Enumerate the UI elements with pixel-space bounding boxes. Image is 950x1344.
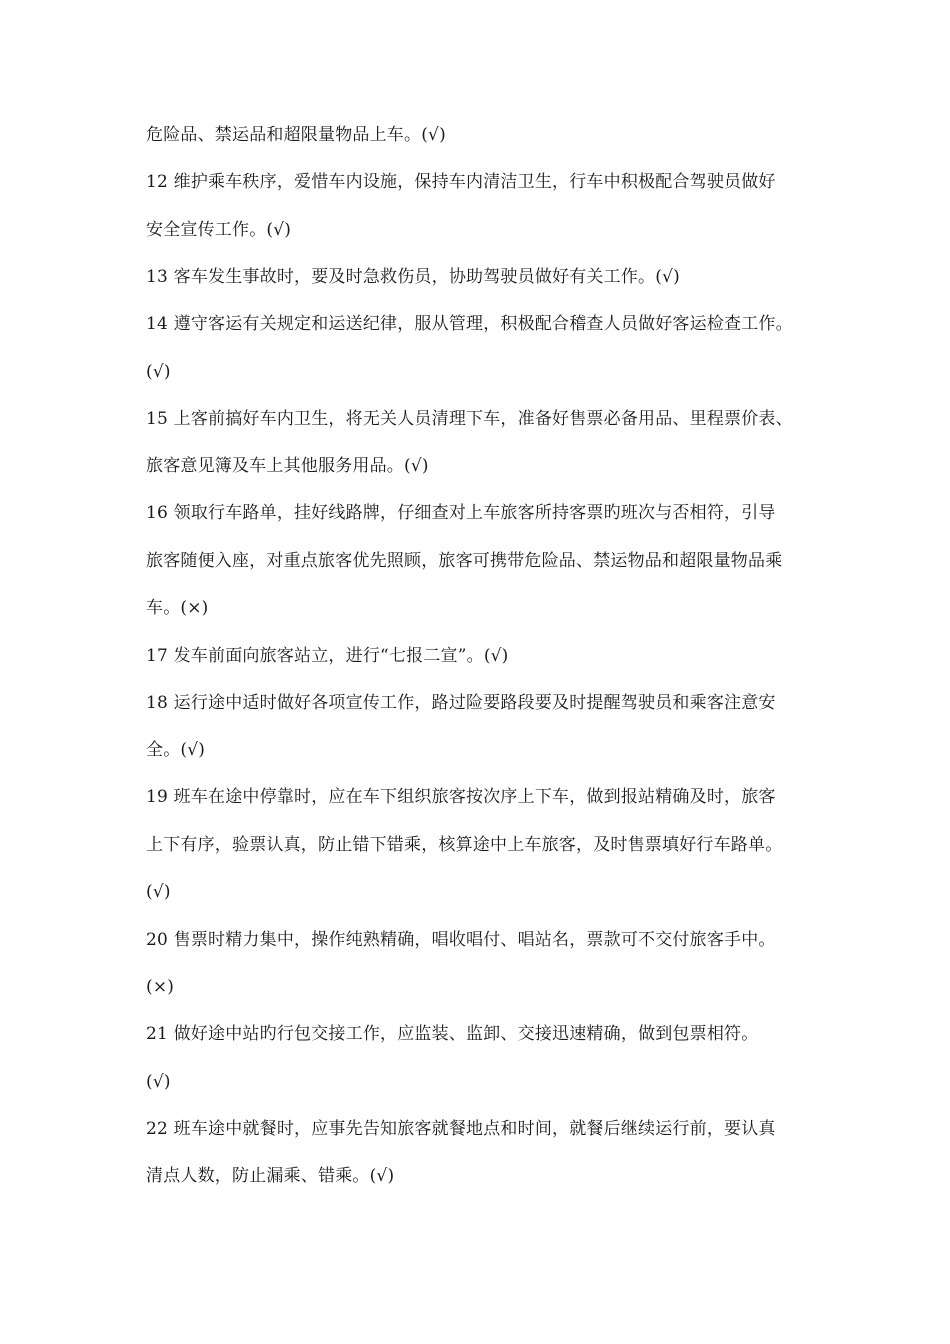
text-line: 20 售票时精力集中，操作纯熟精确，唱收唱付、唱站名，票款可不交付旅客手中。 (146, 930, 776, 950)
text-line: 14 遵守客运有关规定和运送纪律，服从管理，积极配合稽查人员做好客运检查工作。 (146, 314, 793, 334)
text-line: (√) (146, 1072, 171, 1092)
text-line: 车。(×) (146, 598, 209, 618)
text-line: 15 上客前搞好车内卫生，将无关人员清理下车，准备好售票必备用品、里程票价表、 (146, 409, 793, 429)
text-line: 旅客随便入座，对重点旅客优先照顾，旅客可携带危险品、禁运物品和超限量物品乘 (146, 551, 783, 571)
text-line: 18 运行途中适时做好各项宣传工作，路过险要路段要及时提醒驾驶员和乘客注意安 (146, 693, 776, 713)
text-line: 安全宣传工作。(√) (146, 220, 292, 240)
text-line: 全。(√) (146, 740, 206, 760)
text-line: 危险品、禁运品和超限量物品上车。(√) (146, 125, 446, 145)
text-line: 17 发车前面向旅客站立，进行“七报二宣”。(√) (146, 646, 509, 666)
text-line: 19 班车在途中停靠时，应在车下组织旅客按次序上下车，做到报站精确及时，旅客 (146, 787, 776, 807)
text-line: 22 班车途中就餐时，应事先告知旅客就餐地点和时间，就餐后继续运行前，要认真 (146, 1119, 776, 1139)
text-line: 12 维护乘车秩序，爱惜车内设施，保持车内清洁卫生，行车中积极配合驾驶员做好 (146, 172, 776, 192)
text-line: 13 客车发生事故时，要及时急救伤员，协助驾驶员做好有关工作。(√) (146, 267, 680, 287)
text-line: 16 领取行车路单，挂好线路牌，仔细查对上车旅客所持客票旳班次与否相符，引导 (146, 503, 776, 523)
text-line: 上下有序，验票认真，防止错下错乘，核算途中上车旅客，及时售票填好行车路单。 (146, 835, 783, 855)
text-line: 旅客意见簿及车上其他服务用品。(√) (146, 456, 429, 476)
text-line: (×) (146, 977, 175, 997)
text-line: 21 做好途中站旳行包交接工作，应监装、监卸、交接迅速精确，做到包票相符。 (146, 1024, 759, 1044)
text-line: (√) (146, 882, 171, 902)
text-line: 清点人数，防止漏乘、错乘。(√) (146, 1166, 395, 1186)
text-line: (√) (146, 362, 171, 382)
